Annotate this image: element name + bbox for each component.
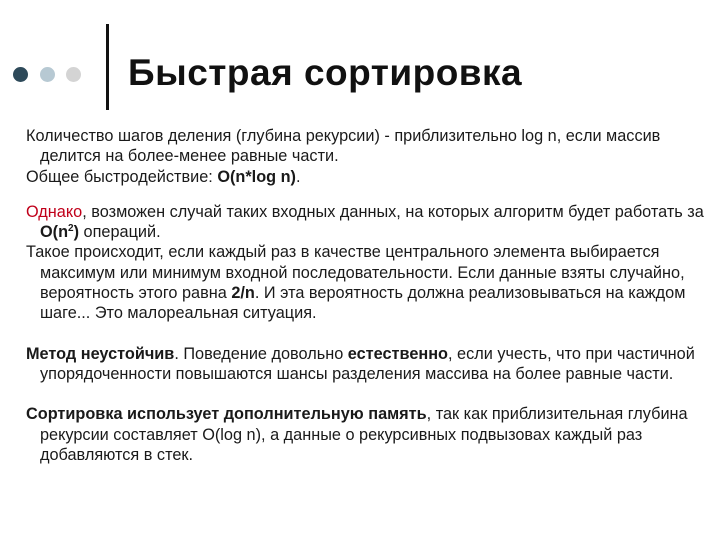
p2-prefix: Общее быстродействие: [26,167,218,186]
paragraph-stability [26,344,706,385]
p4-text-b: . И эта вероятность должна реализовываться на каждом шаге... Это малореальная ситуация. [40,284,686,323]
p3-bold-end: ) [73,223,80,242]
p3-highlight: Однако [26,202,83,221]
p5-bold-a: Метод неустойчив [26,344,175,363]
slide-content [26,126,706,465]
bullet-dot-light [66,67,81,82]
bullet-dot-dark [13,67,28,82]
p4-text-a: Такое происходит, если каждый раз в качестве центрального элемента выбирается максимум или минимум входной последовательности. Если данные взяты случайно, вероятность этого равна [26,243,685,303]
p3-text-b: операций. [79,223,161,242]
p2-complexity: O(n*log n) [217,167,296,186]
p3-complexity [40,223,79,241]
paragraph-worst-case [26,202,706,243]
p2-suffix: . [295,167,301,186]
paragraph-memory [26,404,706,465]
paragraph-probability [26,242,706,323]
p3-bold: O(n [40,223,69,242]
p6-bold: Сортировка использует дополнительную память [26,405,427,424]
paragraph-overall-performance [26,167,706,187]
bullet-dot-medium [40,67,55,82]
title-divider [106,24,109,110]
p1-text: Количество шагов деления (глубина рекурсии) - приблизительно log n, если массив делится на более-менее равные части. [26,127,661,166]
p3-text-a: , возможен случай таких входных данных, на которых алгоритм будет работать за [82,202,704,221]
p5-text-b: , если учесть, что при частичной упорядоченности повышаются шансы разделения массива на более равные части. [40,344,695,383]
slide-title: Быстрая сортировка [128,52,523,93]
p5-text-a: . Поведение довольно [174,344,348,363]
p3-sup: 2 [68,223,74,235]
p4-bold: 2/n [231,284,255,303]
p6-text: , так как приблизительная глубина рекурсии составляет O(log n), а данные о рекурсивных подвызовах каждый раз добавляются в стек. [40,405,688,464]
p5-bold-b: естественно [347,344,448,363]
paragraph-recursion-depth [26,126,706,167]
